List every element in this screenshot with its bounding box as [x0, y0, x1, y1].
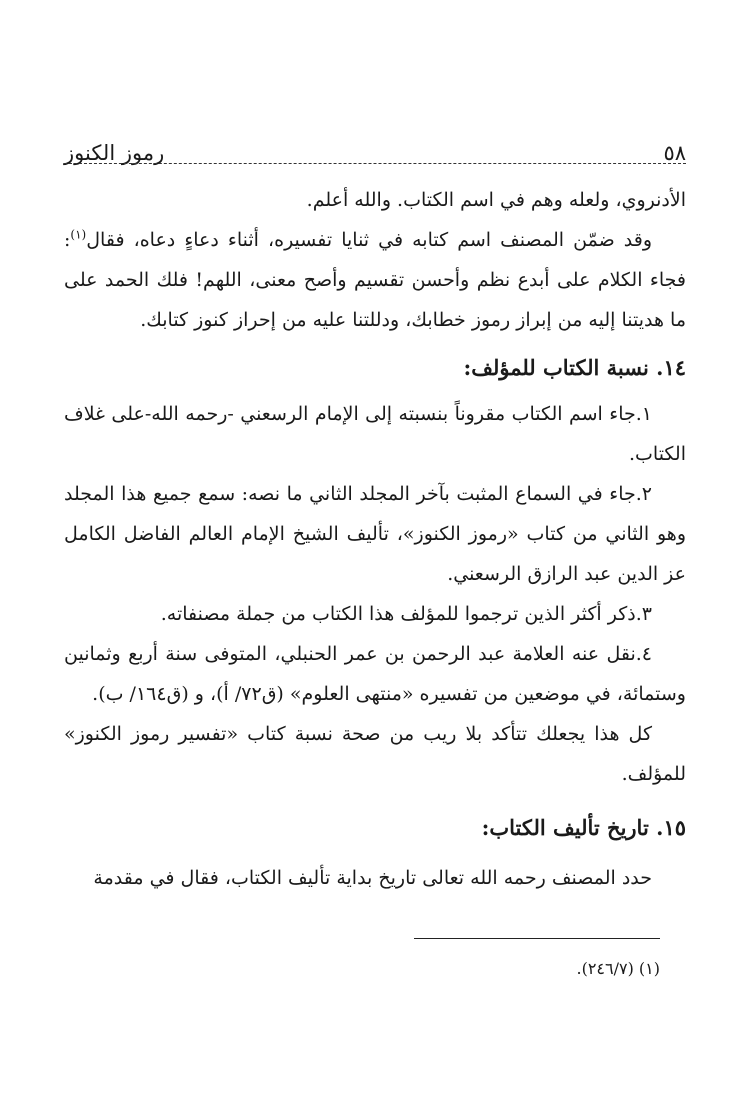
list-item: ١.جاء اسم الكتاب مقروناً بنسبته إلى الإمام الرسعني -رحمه الله-على غلاف الكتاب.	[64, 403, 686, 465]
page-body	[64, 180, 686, 898]
paragraph: الأدنروي، ولعله وهم في اسم الكتاب. والله أعلم.	[306, 189, 686, 211]
paragraph-text: : فجاء الكلام على أبدع نظم وأحسن تقسيم وأصح معنى، اللهم! فلك الحمد على ما هديتنا إليه من إبراز رموز خطابك، ودللتنا عليه من إحراز كنوز كتابك.	[64, 229, 686, 331]
footnote-divider	[414, 938, 660, 939]
section-heading: ١٥. تاريخ تأليف الكتاب:	[481, 815, 686, 840]
paragraph: كل هذا يجعلك تتأكد بلا ريب من صحة نسبة كتاب «تفسير رموز الكنوز» للمؤلف.	[64, 723, 686, 785]
section-heading: ١٤. نسبة الكتاب للمؤلف:	[463, 355, 686, 380]
list-item: ٣.ذكر أكثر الذين ترجموا للمؤلف هذا الكتاب من جملة مصنفاته.	[160, 603, 652, 625]
paragraph	[64, 220, 686, 340]
running-title: رموز الكنوز	[64, 141, 165, 165]
list-item: ٢.جاء في السماع المثبت بآخر المجلد الثاني ما نصه: سمع جميع هذا المجلد وهو الثاني من كتاب «رموز الكنوز»، تأليف الشيخ الإمام العالم الفاضل الكامل عز الدين عبد الرازق الرسعني.	[64, 483, 686, 585]
list-item: ٤.نقل عنه العلامة عبد الرحمن بن عمر الحنبلي، المتوفى سنة أربع وثمانين وستمائة، في موضعين من تفسيره «منتهى العلوم» (ق٧٢/ أ)، و (ق١٦٤/ ب).	[64, 643, 686, 705]
footnote: (١) (٢٤٦/٧).	[576, 959, 660, 978]
header-divider	[64, 163, 686, 164]
paragraph: حدد المصنف رحمه الله تعالى تاريخ بداية تأليف الكتاب، فقال في مقدمة	[93, 867, 652, 889]
footnote-marker: (١)	[70, 227, 87, 242]
page-number: ٥٨	[663, 141, 686, 165]
paragraph-text: وقد ضمّن المصنف اسم كتابه في ثنايا تفسيره، أثناء دعاءٍ دعاه، فقال	[86, 229, 652, 251]
